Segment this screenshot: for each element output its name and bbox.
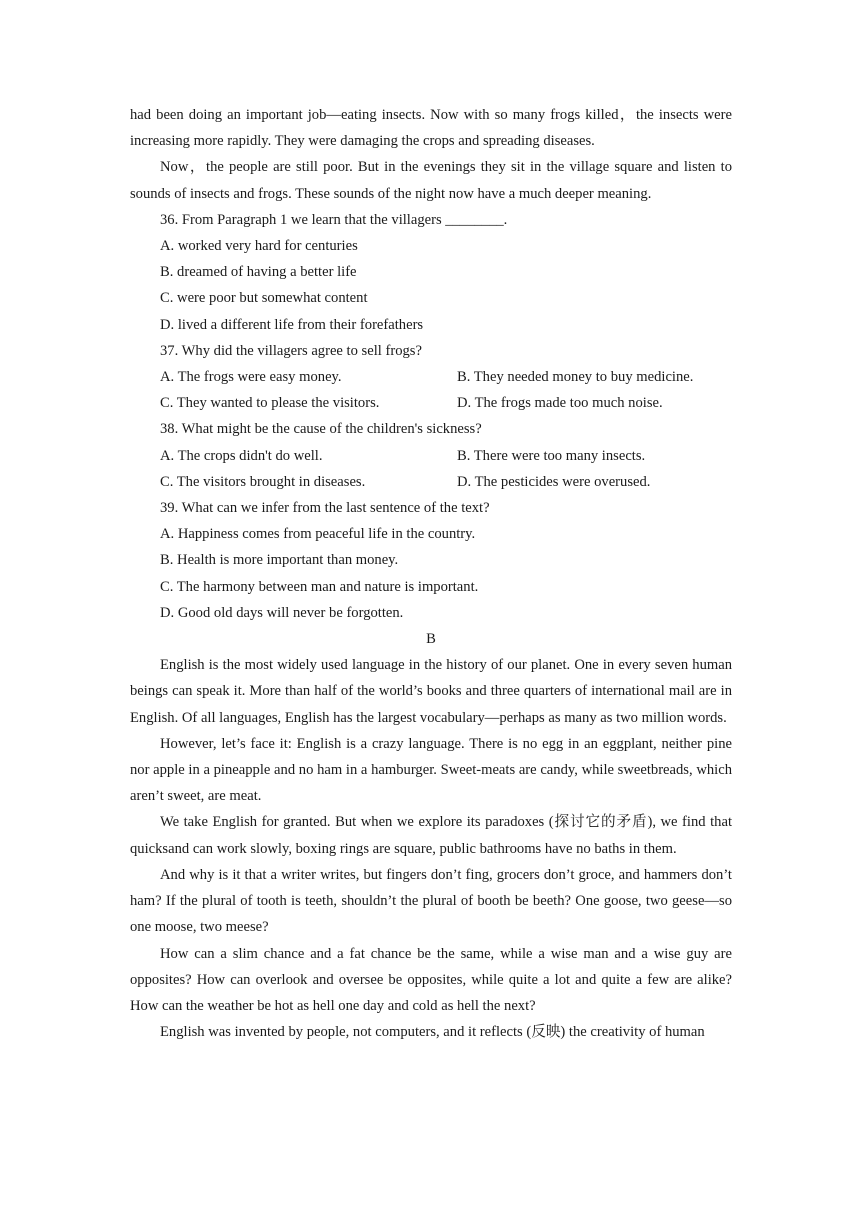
options-row — [130, 443, 732, 469]
option-c: C. were poor but somewhat content — [160, 290, 368, 307]
option-b: B. They needed money to buy medicine. — [457, 369, 694, 386]
section-heading: B — [426, 631, 436, 648]
options-row — [130, 364, 732, 390]
option-a: A. Happiness comes from peaceful life in the country. — [160, 526, 476, 543]
question-stem: 37. Why did the villagers agree to sell frogs? — [160, 342, 422, 359]
option-a: A. The crops didn't do well. — [160, 447, 323, 464]
option-a: A. The frogs were easy money. — [160, 369, 342, 386]
option-a: A. worked very hard for centuries — [160, 238, 358, 255]
options-row — [130, 469, 732, 495]
passage-b-paragraph: English is the most widely used language in the history of our planet. One in every seven human beings can speak it. More than half of the world’s books and three quarters of international mail are in English. Of all languages, English has the largest vocabulary—perhaps as many as two million words. — [130, 657, 732, 726]
passage-b-paragraph: English was invented by people, not computers, and it reflects (反映) the creativity of human — [160, 1024, 705, 1041]
option-d: D. Good old days will never be forgotten. — [160, 604, 404, 621]
question-stem: 36. From Paragraph 1 we learn that the villagers ________. — [160, 211, 508, 228]
option-b: B. There were too many insects. — [457, 447, 646, 464]
option-d: D. lived a different life from their forefathers — [160, 316, 424, 333]
passage-b-paragraph: How can a slim chance and a fat chance be the same, while a wise man and a wise guy are opposites? How can overlook and oversee be opposites, while quite a lot and quite a few are alike? How can the weather be hot as hell one day and cold as hell the next? — [130, 945, 732, 1014]
option-d: D. The frogs made too much noise. — [457, 395, 663, 412]
question-39 — [130, 495, 732, 626]
option-c: C. The visitors brought in diseases. — [160, 473, 366, 490]
page-content — [130, 102, 732, 1045]
question-36 — [130, 207, 732, 338]
option-b: B. dreamed of having a better life — [160, 264, 357, 281]
options-row — [130, 390, 732, 416]
question-stem: 38. What might be the cause of the children's sickness? — [160, 421, 482, 438]
passage-b-paragraph: We take English for granted. But when we explore its paradoxes (探讨它的矛盾), we find that quicksand can work slowly, boxing rings are square, public bathrooms have no baths in them. — [130, 814, 732, 857]
option-c: C. The harmony between man and nature is important. — [160, 578, 479, 595]
question-37 — [130, 338, 732, 417]
option-d: D. The pesticides were overused. — [457, 473, 651, 490]
passage-b-paragraph: However, let’s face it: English is a crazy language. There is no egg in an eggplant, neither pine nor apple in a pineapple and no ham in a hamburger. Sweet-meats are candy, while sweetbreads, which aren’t sweet, are meat. — [130, 735, 732, 805]
option-b: B. Health is more important than money. — [160, 552, 399, 569]
passage-a-paragraph: had been doing an important job—eating insects. Now with so many frogs killed，the insects were increasing more rapidly. They were damaging the crops and spreading diseases. — [130, 107, 732, 150]
passage-a-paragraph: Now，the people are still poor. But in the evenings they sit in the village square and listen to sounds of insects and frogs. These sounds of the night now have a much deeper meaning. — [130, 159, 732, 202]
option-c: C. They wanted to please the visitors. — [160, 395, 380, 412]
question-stem: 39. What can we infer from the last sentence of the text? — [160, 500, 490, 517]
passage-b-paragraph: And why is it that a writer writes, but fingers don’t fing, grocers don’t groce, and hammers don’t ham? If the plural of tooth is teeth, shouldn’t the plural of booth be beeth? One goose, two geese—so one moose, two meese? — [130, 866, 732, 936]
question-38 — [130, 416, 732, 495]
